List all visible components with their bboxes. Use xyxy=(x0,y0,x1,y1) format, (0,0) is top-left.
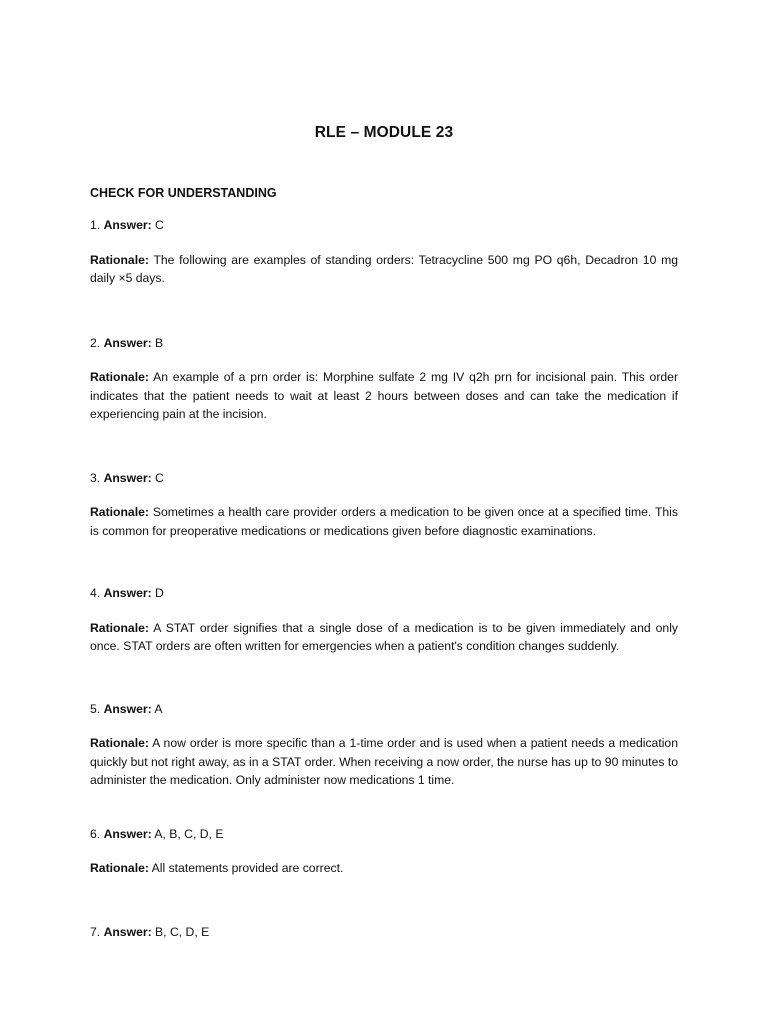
answer-item xyxy=(90,923,678,942)
answer-line xyxy=(90,216,678,235)
answer-value: D xyxy=(155,586,164,600)
rationale-text: Sometimes a health care provider orders a medication to be given once at a specified time. This is common for preoperative medications or medications given before diagnostic examinations. xyxy=(90,505,678,538)
answer-label: Answer: xyxy=(103,924,152,939)
rationale-text: An example of a prn order is: Morphine sulfate 2 mg IV q2h prn for incisional pain. This order indicates that the patient needs to wait at least 2 hours between doses and can take the medication if experiencing pain at the incision. xyxy=(90,370,678,421)
answer-line xyxy=(90,334,678,353)
item-number: 5. xyxy=(90,701,101,716)
answer-label: Answer: xyxy=(103,335,152,350)
answer-label: Answer: xyxy=(103,470,152,485)
rationale-label: Rationale: xyxy=(90,861,149,875)
rationale-label: Rationale: xyxy=(90,736,149,750)
answer-value: C xyxy=(155,218,164,232)
rationale-label: Rationale: xyxy=(90,370,149,384)
item-number: 4. xyxy=(90,586,101,600)
answer-label: Answer: xyxy=(103,218,152,232)
rationale-line xyxy=(90,251,678,288)
answer-item xyxy=(90,584,678,656)
answer-label: Answer: xyxy=(103,701,152,716)
answer-value: C xyxy=(155,470,164,485)
rationale-line xyxy=(90,859,678,878)
rationale-label: Rationale: xyxy=(90,252,149,267)
rationale-line xyxy=(90,503,678,540)
item-number: 3. xyxy=(90,470,101,485)
answer-value: A xyxy=(154,701,163,716)
rationale-line xyxy=(90,619,678,656)
answer-item xyxy=(90,216,678,288)
answer-line xyxy=(90,584,678,603)
answer-line xyxy=(90,923,678,942)
rationale-line xyxy=(90,734,678,790)
answer-item xyxy=(90,469,678,541)
answer-label: Answer: xyxy=(103,826,152,841)
rationale-label: Rationale: xyxy=(90,620,149,635)
answer-label: Answer: xyxy=(103,586,152,600)
item-number: 6. xyxy=(90,826,101,841)
rationale-text: A now order is more specific than a 1-time order and is used when a patient needs a medication quickly but not right away, as in a STAT order. When receiving a now order, the nurse has up to 90 minutes to administer the medication. Only administer now medications 1 time. xyxy=(90,736,678,787)
answer-line xyxy=(90,825,678,844)
answer-list xyxy=(90,216,678,985)
rationale-label: Rationale: xyxy=(90,505,149,519)
rationale-line xyxy=(90,368,678,424)
item-number: 1. xyxy=(90,218,101,232)
answer-line xyxy=(90,469,678,488)
item-number: 7. xyxy=(90,924,101,939)
rationale-text: The following are examples of standing orders: Tetracycline 500 mg PO q6h, Decadron 10 mg daily ×5 days. xyxy=(90,252,679,285)
answer-item xyxy=(90,700,678,790)
answer-item xyxy=(90,334,678,424)
answer-value: A, B, C, D, E xyxy=(154,826,224,841)
answer-value: B, C, D, E xyxy=(155,924,210,939)
answer-item xyxy=(90,825,678,878)
section-heading: CHECK FOR UNDERSTANDING xyxy=(90,186,277,200)
rationale-text: A STAT order signifies that a single dose of a medication is to be given immediately and only once. STAT orders are often written for emergencies when a patient's condition changes suddenly. xyxy=(90,620,679,653)
rationale-text: All statements provided are correct. xyxy=(151,861,344,875)
page-title: RLE – MODULE 23 xyxy=(314,124,454,141)
item-number: 2. xyxy=(90,335,101,350)
answer-value: B xyxy=(155,335,164,350)
answer-line xyxy=(90,700,678,719)
